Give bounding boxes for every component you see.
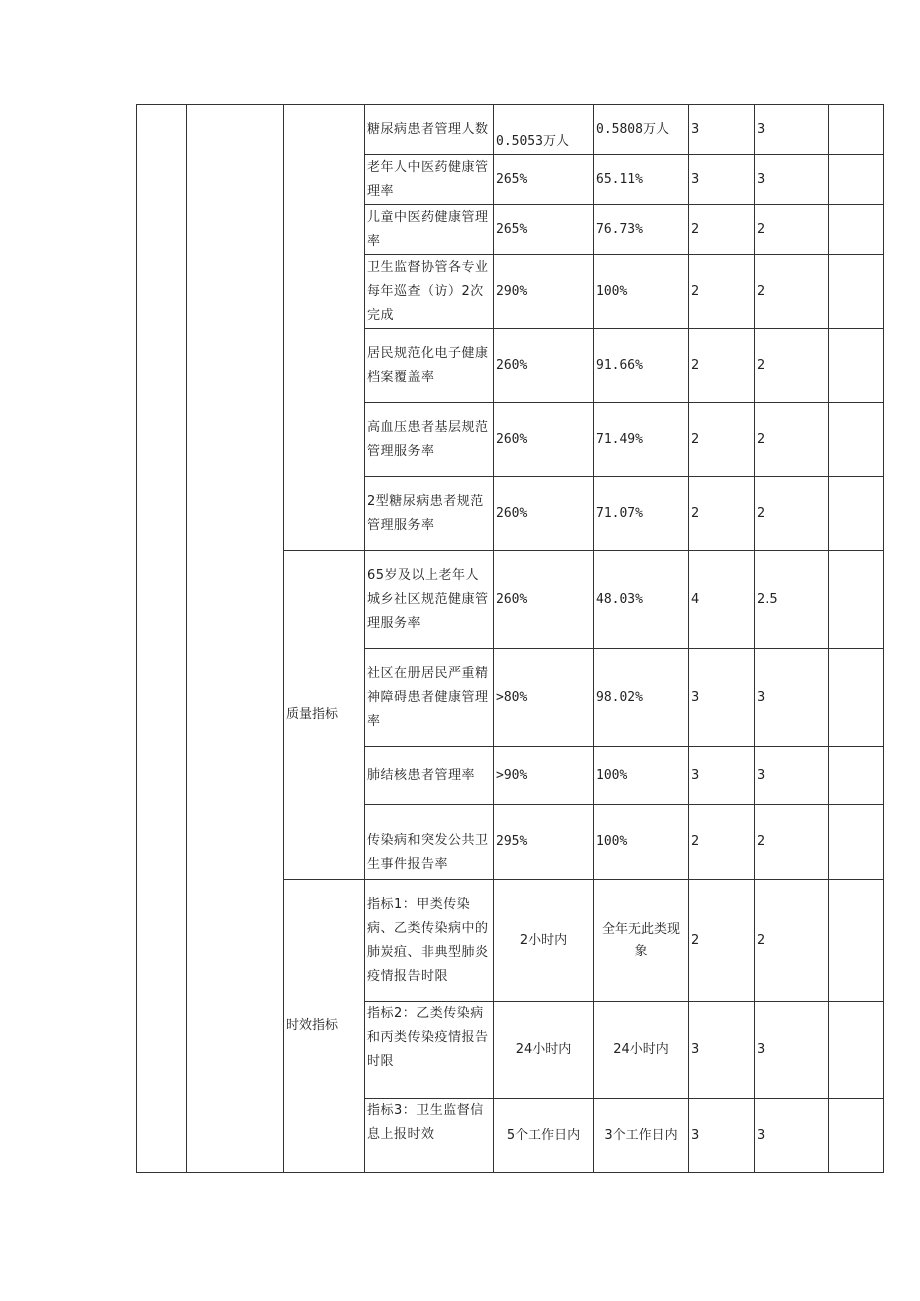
target-cell: 260% <box>494 403 594 477</box>
weight-cell: 3 <box>689 747 755 805</box>
target-cell: 2小时内 <box>494 880 594 1002</box>
target-cell: 295% <box>494 805 594 880</box>
note-cell <box>829 551 884 649</box>
target-cell: 260% <box>494 477 594 551</box>
weight-cell: 2 <box>689 403 755 477</box>
weight-cell: 2 <box>689 205 755 255</box>
score-cell: 2 <box>755 805 829 880</box>
indicator-cell: 传染病和突发公共卫生事件报告率 <box>365 805 494 880</box>
note-cell <box>829 649 884 747</box>
score-cell: 3 <box>755 747 829 805</box>
indicator-cell: 儿童中医药健康管理率 <box>365 205 494 255</box>
actual-cell: 全年无此类现象 <box>594 880 689 1002</box>
note-cell <box>829 329 884 403</box>
weight-cell: 3 <box>689 1002 755 1099</box>
target-cell: >90% <box>494 747 594 805</box>
actual-cell: 100% <box>594 805 689 880</box>
note-cell <box>829 155 884 205</box>
target-cell: 265% <box>494 205 594 255</box>
target-cell: 290% <box>494 255 594 329</box>
target-cell: 0.5053万人 <box>494 105 594 155</box>
score-cell: 2 <box>755 329 829 403</box>
score-cell: 3 <box>755 1002 829 1099</box>
level1-cell <box>137 105 187 1173</box>
note-cell <box>829 477 884 551</box>
indicator-cell: 指标1：甲类传染病、乙类传染病中的肺炭疽、非典型肺炎疫情报告时限 <box>365 880 494 1002</box>
indicator-cell: 指标3：卫生监督信息上报时效 <box>365 1099 494 1173</box>
note-cell <box>829 105 884 155</box>
actual-cell: 98.02% <box>594 649 689 747</box>
category-cell-quality: 质量指标 <box>284 551 365 880</box>
indicator-cell: 糖尿病患者管理人数 <box>365 105 494 155</box>
weight-cell: 3 <box>689 649 755 747</box>
weight-cell: 3 <box>689 1099 755 1173</box>
weight-cell: 3 <box>689 155 755 205</box>
target-cell: 265% <box>494 155 594 205</box>
actual-cell: 91.66% <box>594 329 689 403</box>
performance-table <box>136 104 884 1173</box>
score-cell: 3 <box>755 649 829 747</box>
indicator-cell: 居民规范化电子健康档案覆盖率 <box>365 329 494 403</box>
note-cell <box>829 805 884 880</box>
indicator-cell: 2型糖尿病患者规范管理服务率 <box>365 477 494 551</box>
note-cell <box>829 255 884 329</box>
indicator-cell: 肺结核患者管理率 <box>365 747 494 805</box>
target-cell: 5个工作日内 <box>494 1099 594 1173</box>
indicator-cell: 卫生监督协管各专业每年巡查（访）2次完成 <box>365 255 494 329</box>
score-cell: 3 <box>755 105 829 155</box>
target-cell: 260% <box>494 551 594 649</box>
weight-cell: 2 <box>689 880 755 1002</box>
note-cell <box>829 1099 884 1173</box>
score-cell: 2.5 <box>755 551 829 649</box>
score-cell: 2 <box>755 403 829 477</box>
actual-cell: 24小时内 <box>594 1002 689 1099</box>
score-cell: 2 <box>755 477 829 551</box>
actual-cell: 100% <box>594 255 689 329</box>
score-cell: 2 <box>755 255 829 329</box>
weight-cell: 2 <box>689 805 755 880</box>
score-cell: 3 <box>755 1099 829 1173</box>
target-cell: 260% <box>494 329 594 403</box>
actual-cell: 71.49% <box>594 403 689 477</box>
note-cell <box>829 880 884 1002</box>
table-row <box>137 105 884 155</box>
target-cell: 24小时内 <box>494 1002 594 1099</box>
actual-cell: 65.11% <box>594 155 689 205</box>
category-cell-empty <box>284 105 365 551</box>
weight-cell: 4 <box>689 551 755 649</box>
note-cell <box>829 747 884 805</box>
actual-cell: 48.03% <box>594 551 689 649</box>
category-cell-timeliness: 时效指标 <box>284 880 365 1173</box>
note-cell <box>829 1002 884 1099</box>
actual-cell: 3个工作日内 <box>594 1099 689 1173</box>
note-cell <box>829 403 884 477</box>
score-cell: 3 <box>755 155 829 205</box>
note-cell <box>829 205 884 255</box>
actual-cell: 71.07% <box>594 477 689 551</box>
weight-cell: 3 <box>689 105 755 155</box>
weight-cell: 2 <box>689 255 755 329</box>
actual-cell: 76.73% <box>594 205 689 255</box>
score-cell: 2 <box>755 205 829 255</box>
indicator-cell: 高血压患者基层规范管理服务率 <box>365 403 494 477</box>
target-cell: >80% <box>494 649 594 747</box>
indicator-cell: 指标2：乙类传染病和丙类传染疫情报告时限 <box>365 1002 494 1099</box>
score-cell: 2 <box>755 880 829 1002</box>
indicator-cell: 老年人中医药健康管理率 <box>365 155 494 205</box>
indicator-cell: 65岁及以上老年人城乡社区规范健康管理服务率 <box>365 551 494 649</box>
weight-cell: 2 <box>689 329 755 403</box>
actual-cell: 100% <box>594 747 689 805</box>
indicator-cell: 社区在册居民严重精神障碍患者健康管理率 <box>365 649 494 747</box>
actual-cell: 0.5808万人 <box>594 105 689 155</box>
level2-cell <box>187 105 284 1173</box>
weight-cell: 2 <box>689 477 755 551</box>
